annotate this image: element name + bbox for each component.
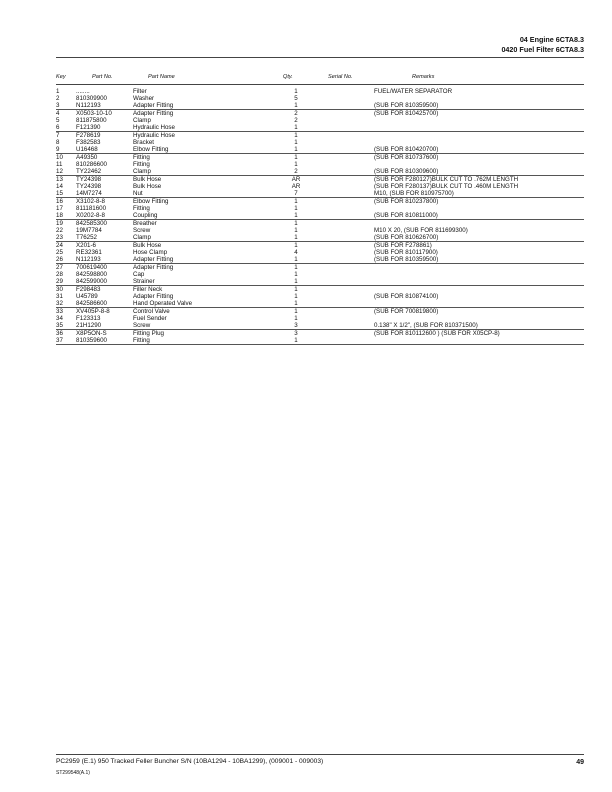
part-qty: 1 [294,146,298,153]
table-row [56,337,584,344]
table-row [56,183,584,190]
part-name: Elbow Fitting [133,198,169,205]
part-number: TY22462 [76,168,102,175]
parts-table [56,88,584,345]
part-remarks: (SUB FOR 810811000) [374,212,438,219]
part-key: 35 [56,322,63,329]
part-key: 14 [56,183,63,190]
part-key: 22 [56,227,63,234]
part-name: Clamp [133,234,151,241]
part-qty: 1 [294,198,298,205]
part-key: 19 [56,220,63,227]
part-name: Clamp [133,117,151,124]
part-key: 36 [56,330,63,337]
table-row [56,95,584,102]
part-name: Bulk Hose [133,242,162,249]
header-divider [56,57,584,58]
part-number: 810286600 [76,161,107,168]
part-name: Adapter Fitting [133,110,174,117]
part-group [56,330,584,345]
part-remarks: (SUB FOR 810420700) [374,146,439,153]
table-row [56,154,584,161]
part-key: 7 [56,132,60,139]
part-number: T76252 [76,234,97,241]
part-number: 842586600 [76,300,107,307]
part-number: F298483 [76,286,101,293]
part-key: 8 [56,139,60,146]
part-name: Screw [133,227,151,234]
part-key: 34 [56,315,63,322]
table-row [56,286,584,293]
part-name: Strainer [133,278,155,285]
part-key: 24 [56,242,63,249]
part-remarks: M10, (SUB FOR 810975700) [374,190,454,197]
table-row [56,315,584,322]
part-qty: AR [291,183,301,190]
table-row [56,256,584,263]
part-group [56,154,584,176]
table-row [56,139,584,146]
part-name: Bracket [133,139,154,146]
table-row [56,234,584,241]
table-row [56,227,584,234]
part-name: Bulk Hose [133,183,162,190]
part-group [56,308,584,330]
part-group [56,264,584,286]
part-number: 842598800 [76,271,107,278]
part-name: Clamp [133,168,151,175]
column-header-part-name: Part Name [148,74,175,80]
section-title: 04 Engine 6CTA8.3 [519,35,584,44]
part-name: Washer [133,95,155,102]
part-key: 23 [56,234,63,241]
part-name: Adapter Fitting [133,293,174,300]
part-qty: 1 [294,220,298,227]
part-name: Filter [133,88,147,95]
part-qty: 4 [294,249,298,256]
part-remarks: (SUB FOR 810737600) [374,154,439,161]
part-name: Fitting Plug [133,330,164,337]
part-qty: 7 [294,190,298,197]
document-code: ST299548(A.1) [56,770,90,776]
part-remarks: (SUB FOR F280137)BULK CUT TO .460M LENGTH [374,183,519,190]
part-number: 19M7784 [76,227,102,234]
part-qty: 1 [294,315,298,322]
part-qty: AR [291,176,301,183]
column-header-qty: Qty. [283,74,293,80]
part-name: Screw [133,322,151,329]
part-number: N112193 [76,102,101,109]
table-row [56,249,584,256]
part-key: 18 [56,212,63,219]
part-name: Filler Neck [133,286,163,293]
part-name: Fitting [133,205,150,212]
part-number: XV405P-8-8 [76,308,110,315]
part-qty: 2 [294,168,298,175]
part-remarks: 0.138" X 1/2", (SUB FOR 810371500) [374,322,478,329]
part-remarks: FUEL/WATER SEPARATOR [374,88,453,95]
part-key: 9 [56,146,60,153]
part-number: X3102-8-8 [76,198,105,205]
part-qty: 1 [294,132,298,139]
part-qty: 1 [294,286,298,293]
table-row [56,146,584,153]
column-header-serial-no: Serial No. [328,74,353,80]
part-key: 25 [56,249,63,256]
part-qty: 2 [294,110,298,117]
part-name: Breather [133,220,157,227]
part-name: Coupling [133,212,158,219]
part-remarks: (SUB FOR 810309600) [374,168,439,175]
part-qty: 1 [294,308,298,315]
table-row [56,88,584,95]
part-name: Hydraulic Hose [133,124,175,131]
table-row [56,132,584,139]
part-name: Fitting [133,161,150,168]
part-group [56,88,584,110]
part-name: Hose Clamp [133,249,168,256]
part-key: 3 [56,102,60,109]
table-row [56,176,584,183]
part-qty: 1 [294,88,298,95]
table-header-divider [56,84,584,85]
part-qty: 1 [294,293,298,300]
part-name: Hydraulic Hose [133,132,175,139]
part-qty: 1 [294,278,298,285]
part-qty: 1 [294,154,298,161]
part-qty: 2 [294,117,298,124]
part-number: TY24398 [76,176,102,183]
part-number: X0202-8-8 [76,212,105,219]
column-header-key: Key [56,74,66,80]
part-number: X8P5ON-S [76,330,107,337]
part-number: F278619 [76,132,101,139]
part-number: F123313 [76,315,101,322]
part-number: F382583 [76,139,101,146]
part-qty: 1 [294,337,298,344]
part-name: Hand Operated Valve [133,300,193,307]
part-key: 29 [56,278,63,285]
part-qty: 1 [294,205,298,212]
part-group [56,198,584,220]
part-key: 33 [56,308,63,315]
table-row [56,300,584,307]
part-qty: 3 [294,330,298,337]
part-qty: 1 [294,124,298,131]
part-key: 31 [56,293,63,300]
table-row [56,212,584,219]
table-row [56,110,584,117]
part-group [56,132,584,154]
part-remarks: (SUB FOR 810359500) [374,102,439,109]
part-number: ........ [76,88,90,95]
part-key: 17 [56,205,63,212]
table-row [56,161,584,168]
part-key: 1 [56,88,60,95]
part-name: Fitting [133,337,150,344]
part-qty: 5 [294,95,298,102]
table-row [56,198,584,205]
part-remarks: (SUB FOR 810874100) [374,293,439,300]
part-remarks: (SUB FOR 700819800) [374,308,439,315]
part-qty: 1 [294,264,298,271]
part-key: 15 [56,190,63,197]
part-group [56,242,584,264]
table-row [56,168,584,175]
part-remarks: (SUB FOR 810359500) [374,256,439,263]
table-row [56,220,584,227]
footer-divider [56,754,584,755]
part-qty: 1 [294,139,298,146]
part-remarks: (SUB FOR 810425700) [374,110,439,117]
table-row [56,117,584,124]
footer-text: PC2959 (E.1) 950 Tracked Feller Buncher S/N (10BA1294 - 10BA1299), (009001 - 009003) [56,758,324,765]
part-name: Adapter Fitting [133,264,174,271]
part-key: 6 [56,124,60,131]
part-number: U45789 [76,293,98,300]
part-qty: 3 [294,322,298,329]
page-number: 49 [576,759,584,766]
part-qty: 1 [294,212,298,219]
part-qty: 1 [294,256,298,263]
table-row [56,124,584,131]
part-qty: 1 [294,161,298,168]
part-remarks: (SUB FOR 810112600 ) (SUB FOR X05CP-8) [374,330,500,337]
table-row [56,330,584,337]
part-key: 4 [56,110,60,117]
part-number: X0503-10-10 [76,110,112,117]
part-key: 27 [56,264,63,271]
part-qty: 1 [294,234,298,241]
column-header-remarks: Remarks [412,74,435,80]
part-number: 14M7274 [76,190,102,197]
table-row [56,278,584,285]
table-row [56,205,584,212]
part-name: Adapter Fitting [133,102,174,109]
part-name: Nut [133,190,143,197]
part-number: N112193 [76,256,101,263]
part-number: 811875800 [76,117,107,124]
part-key: 5 [56,117,60,124]
table-row [56,308,584,315]
table-row [56,271,584,278]
part-group [56,220,584,242]
part-number: F121390 [76,124,101,131]
part-number: 810359600 [76,337,107,344]
table-row [56,242,584,249]
part-qty: 1 [294,242,298,249]
part-number: TY24398 [76,183,102,190]
part-key: 11 [56,161,63,168]
part-name: Control Valve [133,308,170,315]
part-group [56,286,584,308]
part-key: 16 [56,198,63,205]
part-key: 13 [56,176,63,183]
table-row [56,264,584,271]
part-number: RE32361 [76,249,102,256]
part-number: 842599000 [76,278,107,285]
part-number: 700619400 [76,264,107,271]
part-remarks: (SUB FOR 810237800) [374,198,439,205]
part-key: 32 [56,300,63,307]
subsection-title: 0420 Fuel Filter 6CTA8.3 [501,45,584,54]
table-row [56,322,584,329]
table-row [56,102,584,109]
part-qty: 1 [294,102,298,109]
part-number: 811181600 [76,205,107,212]
part-number: X201-6 [76,242,96,249]
part-qty: 1 [294,300,298,307]
part-key: 10 [56,154,63,161]
part-remarks: (SUB FOR F280127)BULK CUT TO .762M LENGTH [374,176,519,183]
part-name: Bulk Hose [133,176,162,183]
part-remarks: (SUB FOR 810626700) [374,234,439,241]
part-qty: 1 [294,271,298,278]
part-qty: 1 [294,227,298,234]
part-group [56,110,584,132]
part-key: 12 [56,168,63,175]
part-number: A49350 [76,154,98,161]
part-key: 2 [56,95,60,102]
part-name: Adapter Fitting [133,256,174,263]
part-remarks: (SUB FOR 810117900) [374,249,438,256]
table-row [56,293,584,300]
table-row [56,190,584,197]
part-name: Elbow Fitting [133,146,169,153]
part-key: 28 [56,271,63,278]
part-key: 37 [56,337,63,344]
part-name: Cap [133,271,145,278]
part-remarks: M10 X 20, (SUB FOR 811699300) [374,227,468,234]
part-name: Fuel Sender [133,315,167,322]
part-number: 842585300 [76,220,107,227]
part-remarks: (SUB FOR F278861) [374,242,432,249]
part-group [56,176,584,198]
part-name: Fitting [133,154,150,161]
part-key: 26 [56,256,63,263]
part-number: 810309900 [76,95,107,102]
part-number: 21H1290 [76,322,102,329]
part-number: U16468 [76,146,98,153]
column-header-part-no: Part No. [92,74,113,80]
part-key: 30 [56,286,63,293]
